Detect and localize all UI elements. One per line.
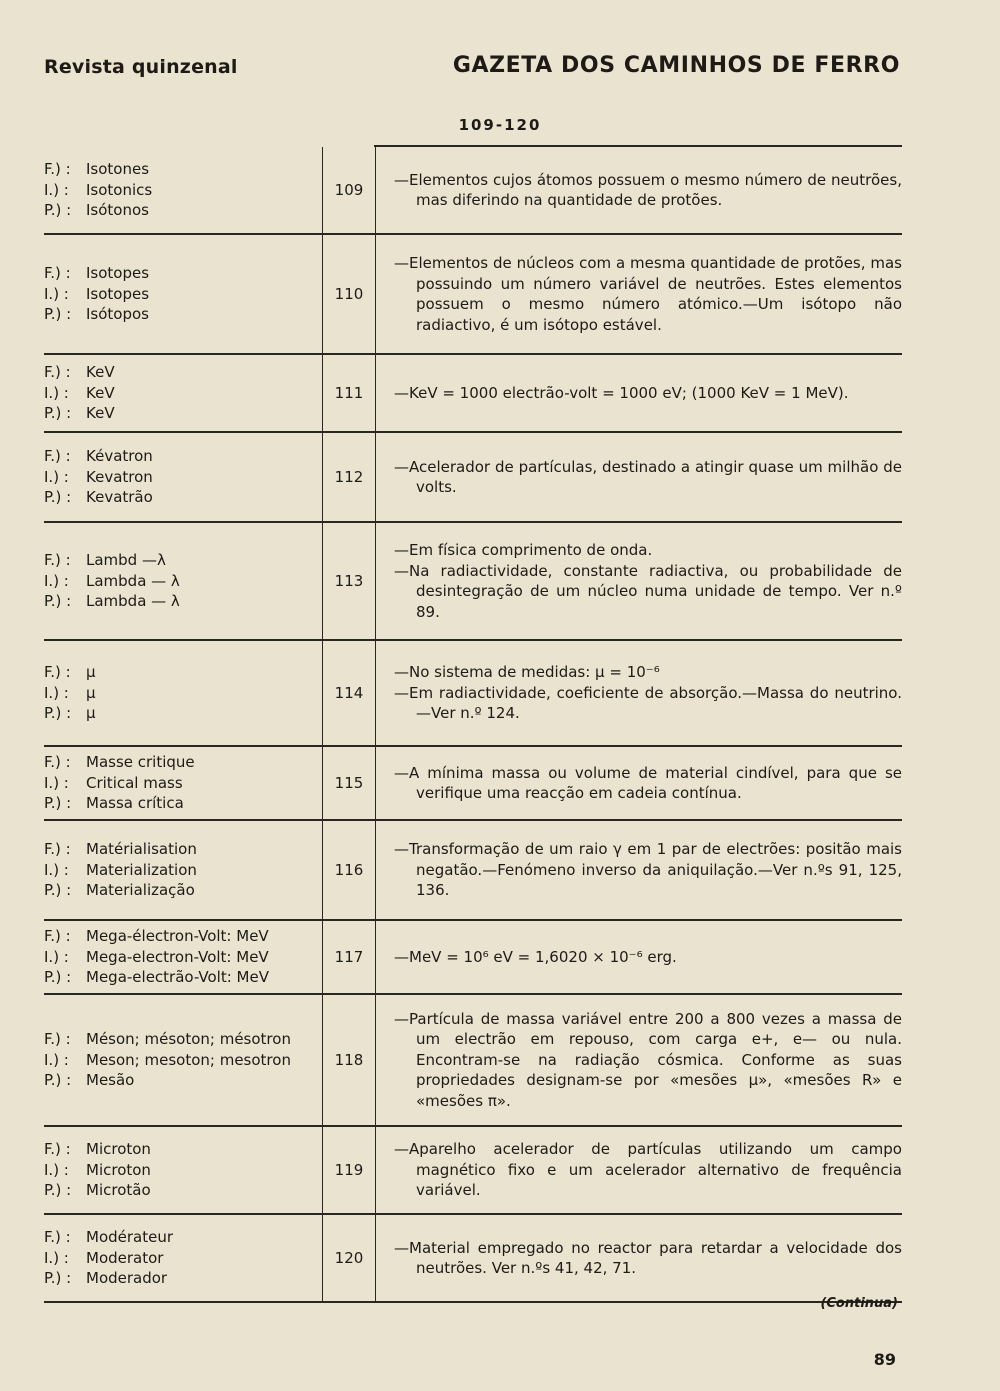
language-label: F.) :	[44, 840, 71, 859]
term-text: Microton	[86, 1160, 151, 1179]
language-label: F.) :	[44, 927, 71, 946]
language-label: I.) :	[44, 860, 69, 879]
language-label: P.) :	[44, 794, 72, 813]
term-text: Moderador	[86, 1269, 168, 1288]
term-text: KeV	[86, 404, 115, 423]
entry-number: 111	[322, 355, 376, 431]
term-text: Isótonos	[86, 201, 149, 220]
term-line	[44, 383, 322, 404]
table-row	[44, 821, 902, 921]
term-line	[44, 662, 322, 683]
definition-text: —Material empregado no reactor para retardar a velocidade dos neutrões. Ver n.ºs 41, 42, 71.	[394, 1238, 902, 1277]
entry-number: 109	[322, 147, 376, 233]
language-label: P.) :	[44, 1071, 72, 1090]
language-label: P.) :	[44, 488, 72, 507]
term-text: Materialization	[86, 860, 197, 879]
language-label: P.) :	[44, 592, 72, 611]
table-row	[44, 747, 902, 821]
term-list	[44, 235, 322, 353]
definition-text: —Acelerador de partículas, destinado a atingir quase um milhão de volts.	[394, 457, 902, 496]
definition-text: —Em física comprimento de onda.	[394, 541, 653, 559]
definition	[394, 1127, 902, 1213]
term-text: Isotonics	[86, 180, 153, 199]
term-line	[44, 926, 322, 947]
language-label: F.) :	[44, 753, 71, 772]
term-text: Isotopes	[86, 264, 150, 283]
entry-number: 117	[322, 921, 376, 993]
term-line	[44, 1160, 322, 1181]
definition-text: —Aparelho acelerador de partículas utilizando um campo magnético fixo e um acelerador alternativo de frequência variável.	[394, 1140, 902, 1200]
term-line	[44, 1227, 322, 1248]
term-text: Masse critique	[86, 753, 195, 772]
term-line	[44, 1139, 322, 1160]
language-label: I.) :	[44, 947, 69, 966]
term-list	[44, 821, 322, 919]
definition-text: —KeV = 1000 electrão-volt = 1000 eV; (1000 KeV = 1 MeV).	[394, 383, 849, 402]
term-line	[44, 703, 322, 724]
term-line	[44, 403, 322, 424]
term-text: Mega-electron-Volt: MeV	[86, 947, 269, 966]
definition-text: —Transformação de um raio γ em 1 par de electrões: positão mais negatão.—Fenómeno inverso da aniquilação.—Ver n.ºs 91, 125, 136.	[394, 840, 902, 900]
term-line	[44, 967, 322, 988]
definition	[394, 995, 902, 1125]
entry-number: 120	[322, 1215, 376, 1301]
term-text: μ	[86, 663, 96, 682]
definition-text: —Na radiactividade, constante radiactiva, ou probabilidade de desintegração de um núcleo numa unidade de tempo. Ver n.º 89.	[394, 561, 902, 621]
language-label: I.) :	[44, 571, 69, 590]
language-label: I.) :	[44, 773, 69, 792]
definition	[394, 641, 902, 745]
term-line	[44, 839, 322, 860]
term-text: Méson; mésoton; mésotron	[86, 1030, 291, 1049]
term-line	[44, 860, 322, 881]
language-label: F.) :	[44, 1228, 71, 1247]
definition	[394, 821, 902, 919]
term-line	[44, 200, 322, 221]
term-list	[44, 433, 322, 521]
language-label: F.) :	[44, 447, 71, 466]
term-line	[44, 1050, 322, 1071]
entry-number: 113	[322, 523, 376, 639]
term-text: Kévatron	[86, 447, 153, 466]
language-label: I.) :	[44, 467, 69, 486]
page-number: 89	[873, 1350, 896, 1369]
term-text: KeV	[86, 383, 115, 402]
entry-number: 119	[322, 1127, 376, 1213]
table-row	[44, 433, 902, 523]
term-line	[44, 304, 322, 325]
term-line	[44, 591, 322, 612]
definition-text: —A mínima massa ou volume de material cindível, para que se verifique uma reacção em cadeia contínua.	[394, 763, 902, 802]
table-row	[44, 1215, 902, 1303]
term-line	[44, 571, 322, 592]
table-row	[44, 147, 902, 235]
term-line	[44, 263, 322, 284]
language-label: I.) :	[44, 180, 69, 199]
term-list	[44, 747, 322, 819]
term-text: Isotopes	[86, 284, 150, 303]
term-line	[44, 752, 322, 773]
term-line	[44, 1268, 322, 1289]
table-row	[44, 235, 902, 355]
term-text: Microton	[86, 1140, 151, 1159]
term-line	[44, 683, 322, 704]
term-text: Lambd —λ	[86, 551, 166, 570]
language-label: P.) :	[44, 968, 72, 987]
term-line	[44, 947, 322, 968]
term-list	[44, 355, 322, 431]
language-label: I.) :	[44, 683, 69, 702]
definition-text: —Elementos de núcleos com a mesma quantidade de protões, mas possuindo um número variável de neutrões. Estes elementos possuem o mesmo número atómico.—Um isótopo não radiactivo, é um isótopo estável.	[394, 254, 902, 334]
table-row	[44, 1127, 902, 1215]
definition-text: —Em radiactividade, coeficiente de absorção.—Massa do neutrino.—Ver n.º 124.	[394, 683, 902, 723]
language-label: I.) :	[44, 383, 69, 402]
term-line	[44, 880, 322, 901]
language-label: P.) :	[44, 1269, 72, 1288]
language-label: F.) :	[44, 264, 71, 283]
language-label: F.) :	[44, 363, 71, 382]
term-line	[44, 550, 322, 571]
term-line	[44, 467, 322, 488]
language-label: I.) :	[44, 1248, 69, 1267]
term-text: Matérialisation	[86, 840, 197, 859]
language-label: F.) :	[44, 1030, 71, 1049]
language-label: P.) :	[44, 201, 72, 220]
term-text: Materialização	[86, 881, 195, 900]
language-label: I.) :	[44, 284, 69, 303]
term-line	[44, 362, 322, 383]
term-line	[44, 159, 322, 180]
term-text: Modérateur	[86, 1228, 174, 1247]
language-label: I.) :	[44, 1050, 69, 1069]
definition	[394, 433, 902, 521]
term-line	[44, 793, 322, 814]
term-line	[44, 284, 322, 305]
language-label: P.) :	[44, 881, 72, 900]
term-text: Critical mass	[86, 773, 183, 792]
term-list	[44, 921, 322, 993]
term-text: Lambda — λ	[86, 592, 180, 611]
table-row	[44, 995, 902, 1127]
language-label: F.) :	[44, 663, 71, 682]
term-text: μ	[86, 683, 96, 702]
term-text: Isotones	[86, 160, 150, 179]
running-header-title: GAZETA DOS CAMINHOS DE FERRO	[452, 53, 900, 78]
term-text: Massa crítica	[86, 794, 184, 813]
definition	[394, 747, 902, 819]
definition-text: —MeV = 10⁶ eV = 1,6020 × 10⁻⁶ erg.	[394, 947, 677, 966]
entry-range-heading: 109-120	[458, 116, 542, 134]
table-row	[44, 523, 902, 641]
term-line	[44, 180, 322, 201]
term-list	[44, 1215, 322, 1301]
table-row	[44, 641, 902, 747]
term-list	[44, 641, 322, 745]
term-line	[44, 1029, 322, 1050]
continued-note: (Continua)	[820, 1296, 898, 1311]
term-text: Meson; mesoton; mesotron	[86, 1050, 291, 1069]
term-line	[44, 773, 322, 794]
definition-text: —Elementos cujos átomos possuem o mesmo número de neutrões, mas diferindo na quantidade de protões.	[394, 170, 902, 209]
term-line	[44, 487, 322, 508]
entry-number: 118	[322, 995, 376, 1125]
entry-number: 115	[322, 747, 376, 819]
entry-number: 116	[322, 821, 376, 919]
entry-number: 114	[322, 641, 376, 745]
term-line	[44, 1248, 322, 1269]
term-line	[44, 1180, 322, 1201]
language-label: I.) :	[44, 1160, 69, 1179]
term-list	[44, 1127, 322, 1213]
term-text: Lambda — λ	[86, 571, 180, 590]
language-label: P.) :	[44, 1181, 72, 1200]
entry-number: 112	[322, 433, 376, 521]
glossary-rows	[44, 147, 902, 1303]
term-text: Kevatron	[86, 467, 153, 486]
language-label: P.) :	[44, 404, 72, 423]
definition-text: —No sistema de medidas: μ = 10⁻⁶	[394, 663, 660, 682]
term-list	[44, 523, 322, 639]
term-line	[44, 1070, 322, 1091]
term-text: μ	[86, 704, 96, 723]
definition	[394, 921, 902, 993]
entry-number: 110	[322, 235, 376, 353]
term-text: Isótopos	[86, 305, 149, 324]
language-label: P.) :	[44, 704, 72, 723]
language-label: F.) :	[44, 1140, 71, 1159]
term-text: Kevatrão	[86, 488, 153, 507]
term-text: Microtão	[86, 1181, 151, 1200]
definition	[394, 523, 902, 639]
glossary-table	[44, 145, 902, 1303]
table-row	[44, 921, 902, 995]
term-list	[44, 147, 322, 233]
term-text: Moderator	[86, 1248, 164, 1267]
language-label: P.) :	[44, 305, 72, 324]
definition	[394, 355, 902, 431]
definition	[394, 235, 902, 353]
definition-text: —Partícula de massa variável entre 200 a 800 vezes a massa de um electrão em repouso, com carga e+, e— ou nula. Encontram-se na radiação cósmica. Conforme as suas propriedades designam-se por «mesões μ», «mesões R» e «mesões π».	[394, 1009, 902, 1110]
running-header-left: Revista quinzenal	[44, 56, 238, 78]
term-text: Mega-electrão-Volt: MeV	[86, 968, 269, 987]
definition	[394, 1215, 902, 1301]
definition	[394, 147, 902, 233]
term-list	[44, 995, 322, 1125]
term-text: Mega-électron-Volt: MeV	[86, 927, 269, 946]
language-label: F.) :	[44, 160, 71, 179]
term-text: Mesão	[86, 1071, 135, 1090]
term-text: KeV	[86, 363, 115, 382]
term-line	[44, 446, 322, 467]
table-row	[44, 355, 902, 433]
language-label: F.) :	[44, 551, 71, 570]
